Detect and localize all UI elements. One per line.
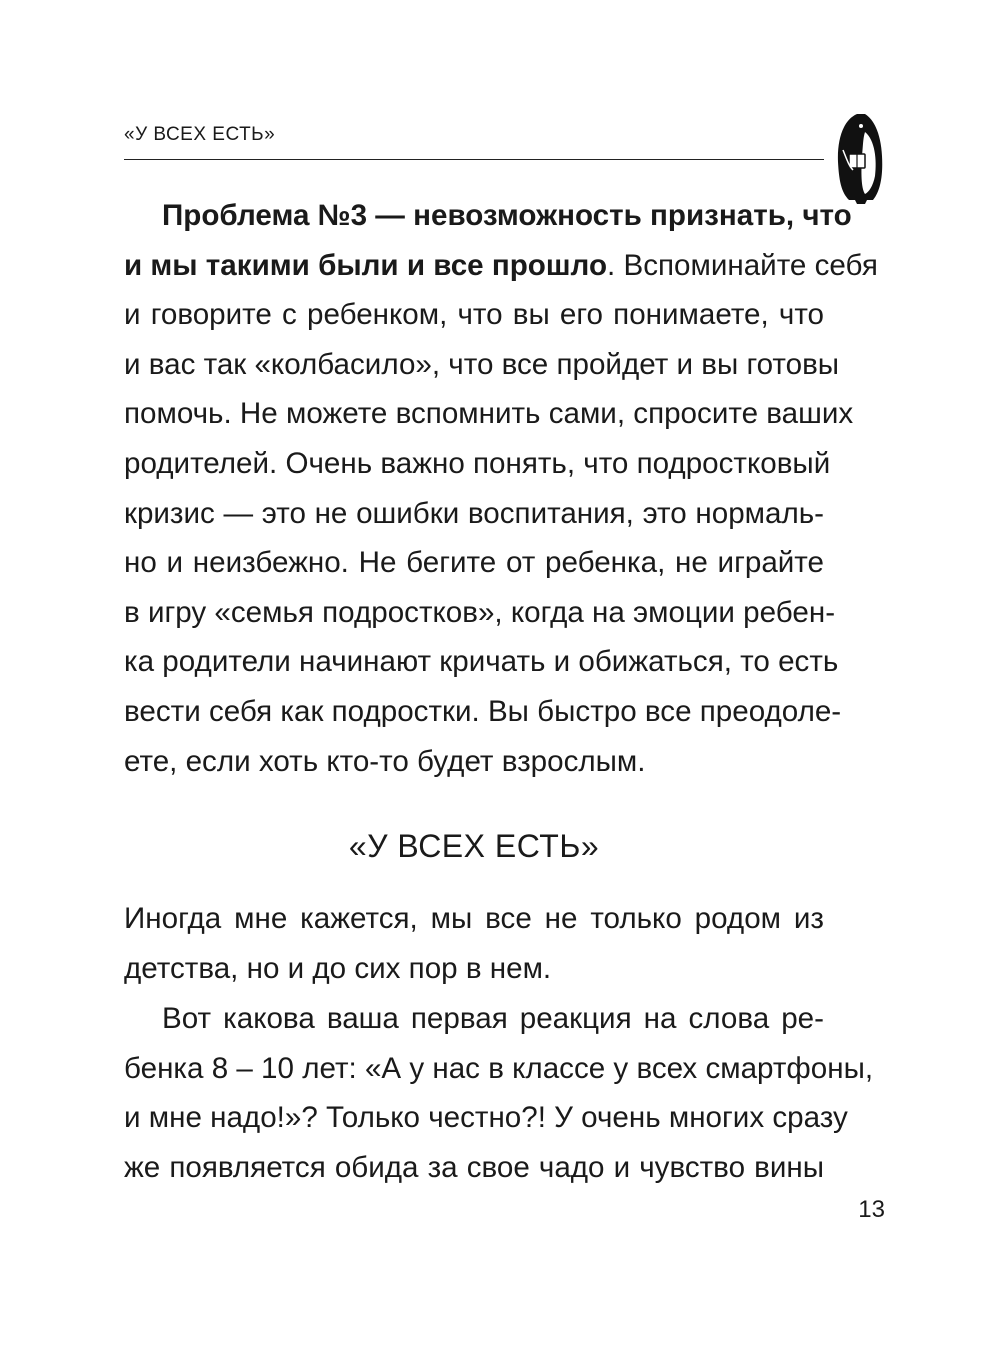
text-line [124, 191, 852, 241]
text-line: детства, но и до сих пор в нем. [124, 951, 552, 985]
text-line: и вас так «колбасило», что все пройдет и вы готовы [124, 347, 840, 381]
page-number: 13 [858, 1196, 885, 1223]
text-line: бенка 8 – 10 лет: «А у нас в классе у всех смартфоны, [124, 1051, 874, 1085]
section-title: «У ВСЕХ ЕСТЬ» [348, 828, 600, 864]
header-rule [124, 159, 824, 160]
text-line: помочь. Не можете вспомнить сами, спросите ваших [124, 397, 854, 431]
text-line: родителей. Очень важно понять, что подростковый [124, 446, 831, 480]
text-line: но и неизбежно. Не бегите от ребенка, не играйте [124, 546, 824, 580]
text-line: и мне надо!»? Только честно?! У очень многих сразу [124, 1101, 848, 1135]
text-line: ка родители начинают кричать и обижаться, то есть [124, 645, 839, 679]
bold-phrase: Проблема №3 — невозможность признать, что [162, 199, 852, 232]
text-line: в игру «семья подростков», когда на эмоции ребен- [124, 595, 836, 629]
line-text: . Вспоминайте себя [607, 248, 878, 282]
text-line: ете, если хоть кто-то будет взрослым. [124, 744, 646, 778]
text-line: Вот какова ваша первая реакция на слова ре- [162, 1002, 824, 1035]
bold-phrase: и мы такими были и все прошло [124, 248, 608, 282]
text-line: вести себя как подростки. Вы быстро все преодоле- [124, 694, 842, 728]
text-line: и говорите с ребенком, что вы его понимаете, что [124, 298, 824, 332]
paragraph-reaction [124, 994, 874, 1192]
text-line: Иногда мне кажется, мы все не только родом из [124, 902, 824, 935]
text-line [124, 241, 878, 291]
paragraph-intro [124, 894, 824, 993]
paragraph-problem-3 [124, 191, 878, 786]
running-head: «У ВСЕХ ЕСТЬ» [124, 124, 276, 145]
text-line: кризис — это не ошибки воспитания, это нормаль- [124, 496, 824, 530]
text-line: же появляется обида за свое чадо и чувство вины [124, 1150, 824, 1184]
